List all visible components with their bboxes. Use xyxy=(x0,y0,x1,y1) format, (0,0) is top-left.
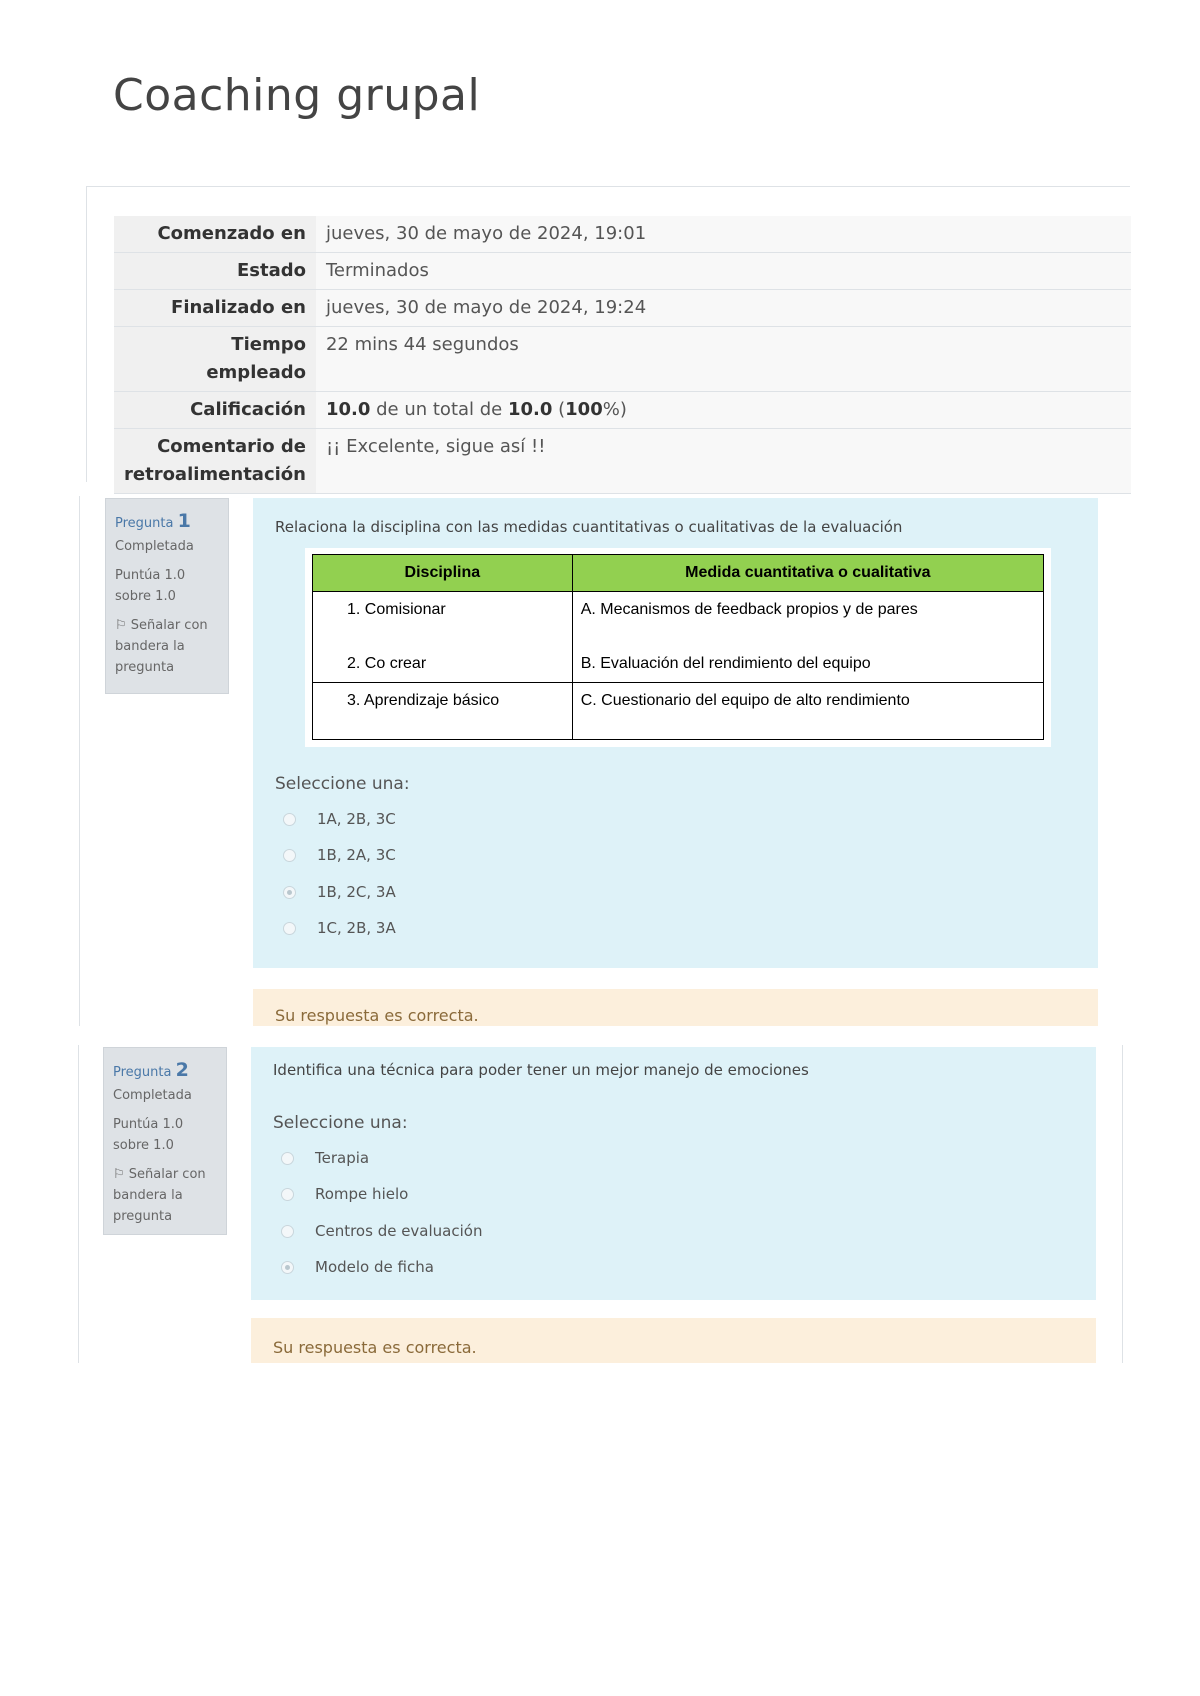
flag-question-link[interactable]: ⚐ Señalar con bandera la pregunta xyxy=(113,1167,206,1224)
flag-question-link[interactable]: ⚐ Señalar con bandera la pregunta xyxy=(115,618,208,675)
table-header: Medida cuantitativa o cualitativa xyxy=(572,555,1043,592)
summary-value: 22 mins 44 segundos xyxy=(316,327,1131,392)
question-2 xyxy=(78,1045,1123,1363)
summary-value: jueves, 30 de mayo de 2024, 19:01 xyxy=(316,216,1131,253)
attempt-summary xyxy=(86,186,1130,485)
grade-max: 10.0 xyxy=(507,399,553,420)
answer-option[interactable]: Rompe hielo xyxy=(281,1185,408,1203)
answer-option[interactable]: 1C, 2B, 3A xyxy=(283,919,396,937)
grade-score: 10.0 xyxy=(325,399,371,420)
question-grade: Puntúa 1.0 sobre 1.0 xyxy=(113,1117,184,1153)
question-1 xyxy=(79,496,1099,1026)
summary-label: Comentario de retroalimentación xyxy=(114,429,316,494)
table-cell: 2. Co crear xyxy=(313,646,573,683)
question-content xyxy=(253,498,1098,968)
summary-row-grade xyxy=(114,392,1131,429)
summary-value: ¡¡ Excelente, sigue así !! xyxy=(316,429,1131,494)
radio-icon[interactable] xyxy=(281,1261,294,1274)
radio-icon[interactable] xyxy=(283,922,296,935)
radio-icon[interactable] xyxy=(283,849,296,862)
radio-icon[interactable] xyxy=(283,813,296,826)
summary-row-finished xyxy=(114,290,1131,327)
table-header: Disciplina xyxy=(313,555,573,592)
question-info xyxy=(105,498,229,694)
matching-table xyxy=(312,554,1044,740)
summary-value: jueves, 30 de mayo de 2024, 19:24 xyxy=(316,290,1131,327)
question-content xyxy=(251,1047,1096,1300)
summary-row-started xyxy=(114,216,1131,253)
question-number: Pregunta 2 xyxy=(113,1059,189,1081)
flag-icon: ⚐ xyxy=(115,618,127,633)
question-state: Completada xyxy=(113,1088,192,1103)
question-text: Relaciona la disciplina con las medidas cuantitativas o cualitativas de la evaluación xyxy=(275,518,903,536)
answer-feedback: Su respuesta es correcta. xyxy=(251,1317,1096,1363)
question-state: Completada xyxy=(115,539,194,554)
matching-table-image xyxy=(305,548,1051,747)
answer-feedback: Su respuesta es correcta. xyxy=(253,988,1098,1026)
question-text: Identifica una técnica para poder tener un mejor manejo de emociones xyxy=(273,1061,809,1079)
radio-icon[interactable] xyxy=(281,1188,294,1201)
summary-label: Comenzado en xyxy=(114,216,316,253)
summary-table xyxy=(114,216,1131,494)
table-cell: B. Evaluación del rendimiento del equipo xyxy=(572,646,1043,683)
flag-icon: ⚐ xyxy=(113,1167,125,1182)
radio-icon[interactable] xyxy=(281,1152,294,1165)
summary-value: Terminados xyxy=(316,253,1131,290)
table-cell: A. Mecanismos de feedback propios y de pares xyxy=(572,592,1043,646)
summary-label: Calificación xyxy=(114,392,316,429)
summary-row-state xyxy=(114,253,1131,290)
summary-row-feedback xyxy=(114,429,1131,494)
summary-row-time-taken xyxy=(114,327,1131,392)
question-grade: Puntúa 1.0 sobre 1.0 xyxy=(115,568,186,604)
grade-percent: 100 xyxy=(565,399,603,420)
select-one-label: Seleccione una: xyxy=(273,1113,408,1133)
grade-text-open: ( xyxy=(552,399,566,420)
grade-text: de un total de xyxy=(370,399,508,420)
answer-option[interactable]: 1B, 2A, 3C xyxy=(283,846,396,864)
page-title: Coaching grupal xyxy=(113,70,481,121)
table-cell: 1. Comisionar xyxy=(313,592,573,646)
summary-label: Finalizado en xyxy=(114,290,316,327)
question-info xyxy=(103,1047,227,1235)
table-cell: C. Cuestionario del equipo de alto rendimiento xyxy=(572,683,1043,740)
table-cell: 3. Aprendizaje básico xyxy=(313,683,573,740)
radio-icon[interactable] xyxy=(281,1225,294,1238)
answer-option[interactable]: Modelo de ficha xyxy=(281,1258,434,1276)
answer-option[interactable]: 1B, 2C, 3A xyxy=(283,883,396,901)
select-one-label: Seleccione una: xyxy=(275,774,410,794)
grade-text-close: %) xyxy=(602,399,627,420)
answer-option[interactable]: Centros de evaluación xyxy=(281,1222,482,1240)
question-number: Pregunta 1 xyxy=(115,510,191,532)
answer-option[interactable]: 1A, 2B, 3C xyxy=(283,810,396,828)
summary-label: Tiempo empleado xyxy=(114,327,316,392)
summary-value xyxy=(316,392,1131,429)
radio-icon[interactable] xyxy=(283,886,296,899)
answer-option[interactable]: Terapia xyxy=(281,1149,369,1167)
summary-label: Estado xyxy=(114,253,316,290)
